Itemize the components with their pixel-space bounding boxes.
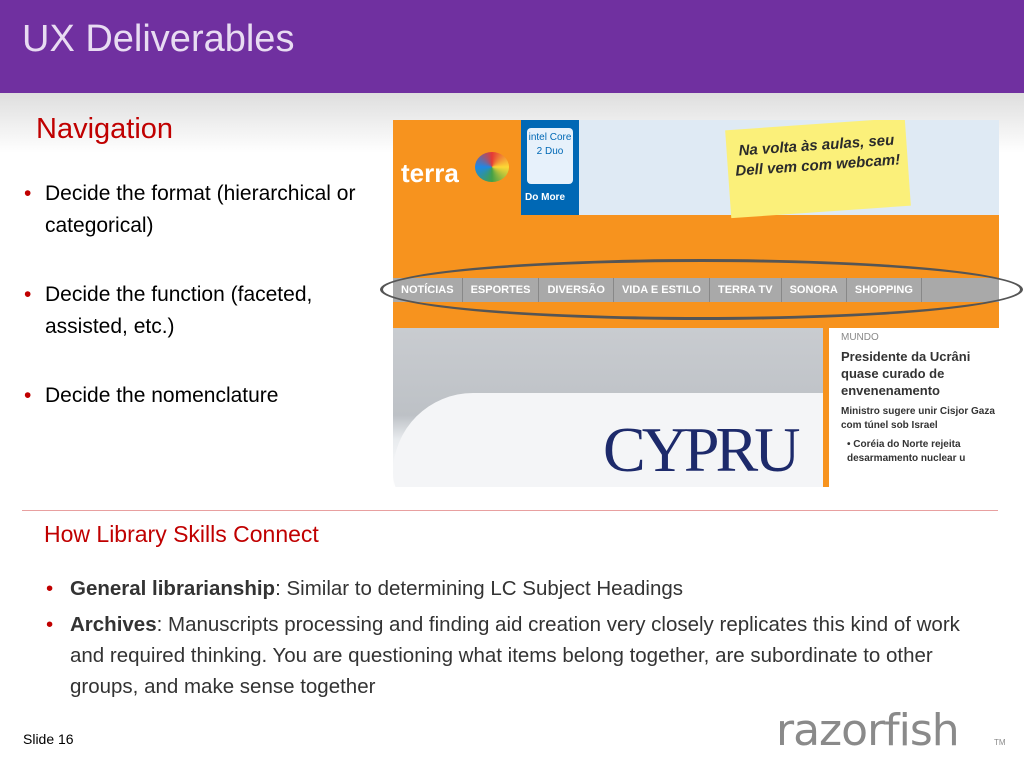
navigation-bullet-list [22,178,382,449]
nav-item-shopping: SHOPPING [847,278,922,302]
nav-item-diversao: DIVERSÃO [539,278,613,302]
slide-title: UX Deliverables [22,18,295,60]
bullet-item: • Decide the function (faceted, assisted, etc.) [22,279,382,343]
connect-list [44,573,994,707]
intel-badge: intel Core 2 Duo [527,128,573,184]
connect-item-text: : Manuscripts processing and finding aid creation very closely replicates this kind of work and required thinking. You are questioning what items belong together, are subordinate to other groups, and make sense together [70,613,960,698]
nav-item-sonora: SONORA [782,278,847,302]
site-header [393,120,999,216]
connect-title: How Library Skills Connect [44,521,319,547]
trademark-mark: TM [994,738,1006,747]
slide-number: Slide 16 [23,731,74,747]
connect-item-label: General librarianship [70,577,276,600]
news-panel [829,328,999,487]
connect-item-text: : Similar to determining LC Subject Headings [275,577,683,600]
nav-item-esportes: ESPORTES [463,278,540,302]
intel-ad [521,120,579,215]
news-category: MUNDO [841,332,879,343]
nav-highlight-oval [380,259,1023,320]
news-bullet: • Coréia do Norte rejeita desarmamento nuclear u [847,439,966,464]
terra-logo: terra [401,158,459,188]
connect-item-label: Archives [70,613,157,636]
terra-logo-icon [475,152,509,182]
nav-item-vida-e-estilo: VIDA E ESTILO [614,278,710,302]
section-title: Navigation [36,113,174,145]
bullet-item: • Decide the nomenclature [22,380,382,412]
connect-item [44,573,994,604]
razorfish-logo: razorfish [776,705,959,756]
connect-item [44,609,994,702]
divider [22,510,998,511]
ad-sticky-note: Na volta às aulas, seu Dell vem com webcam! [725,120,911,218]
nav-item-noticias: NOTÍCIAS [393,278,463,302]
bullet-item: • Decide the format (hierarchical or categorical) [22,178,382,242]
nav-item-terra-tv: TERRA TV [710,278,782,302]
airplane-livery-text: CYPRU [603,414,797,485]
intel-more-label: Do More [525,192,565,203]
news-subheadline: Ministro sugere unir Cisjor Gaza com túnel sob Israel [841,406,995,431]
news-photo [393,328,823,487]
news-headline: Presidente da Ucrâni quase curado de envenenamento [841,349,971,398]
title-bar [0,0,1024,93]
